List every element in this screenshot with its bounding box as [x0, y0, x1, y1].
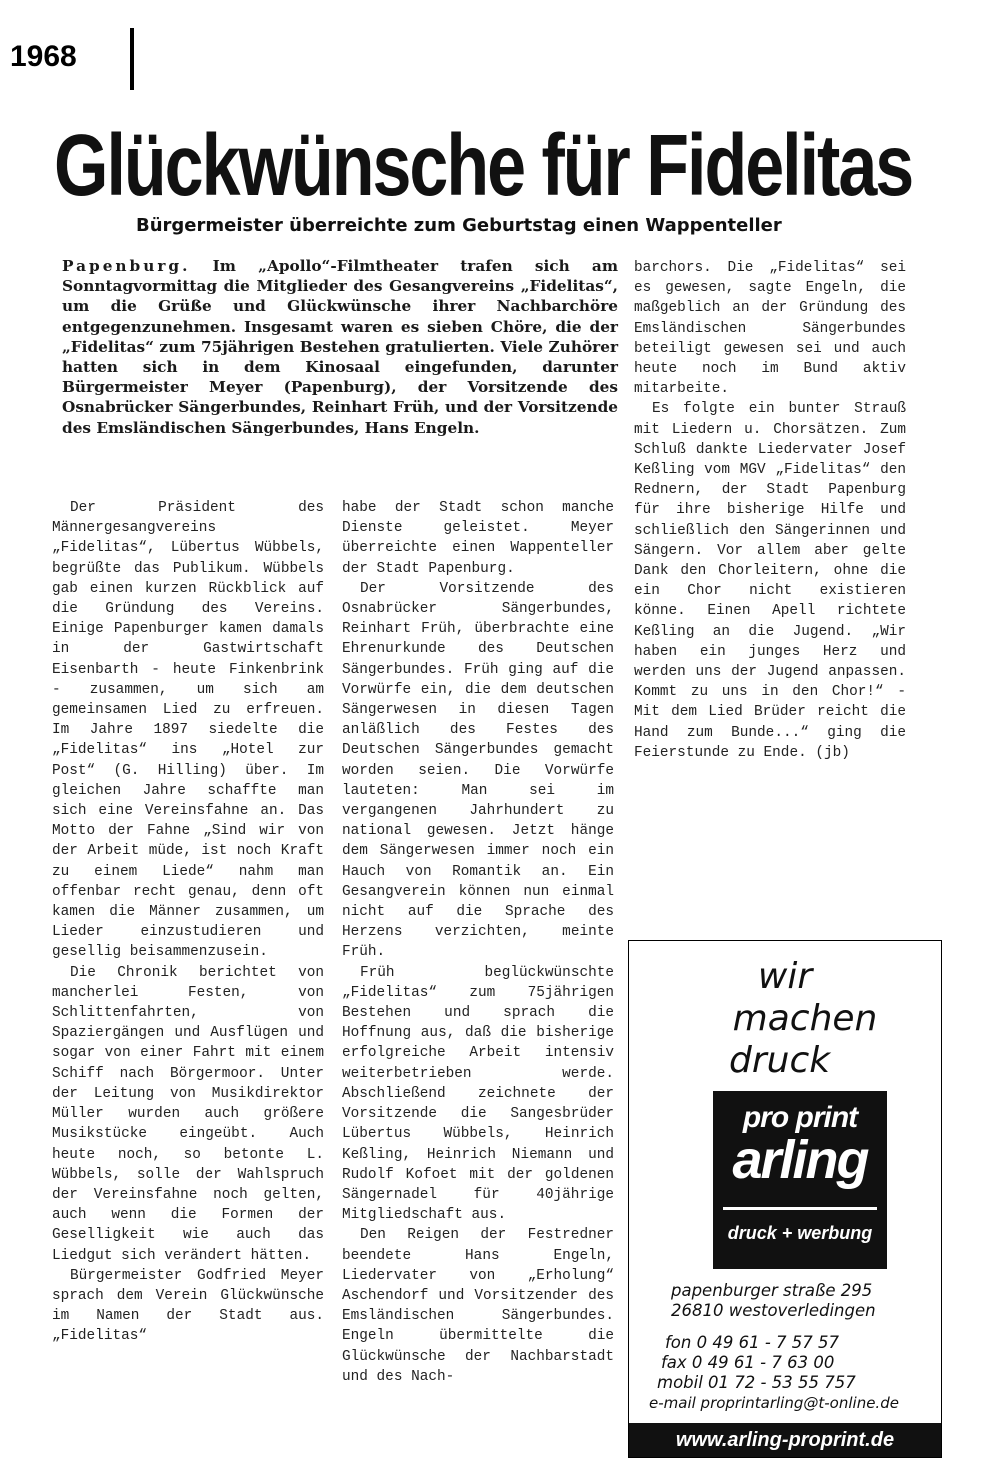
column-paragraph: Früh beglückwünschte „Fidelitas“ zum 75jährigen Bestehen und sprach die Hoffnung aus, daß die bisherige erfolgreiche Arbeit intensiv weiterbetrieben werde. Abschließend zeichnete der Vorsitzende die Sangesbrüder Lübertus Wübbels, Heinrich Keßling, Heinrich Niemann und Rudolf Kofoet mit der goldenen Sängernadel für 40jährige Mitgliedschaft aus. — [342, 964, 614, 1224]
ad-phone: fon 0 49 61 - 7 57 57 — [665, 1333, 840, 1352]
column-paragraph: Die Chronik berichtet von mancherlei Festen, von Schlittenfahrten, von Spaziergängen und Ausflügen und sogar von einer Fahrt mit einem Schiff nach Börgermoor. Unter der Leitung von Musikdirektor Müller wurden auch größere Musikstücke eingeübt. Auch heute noch, so betonte L. Wübbels, solle der Wahlspruch der Vereinsfahne noch gelten, auch wenn die Formen der Geselligkeit wie auch das Liedgut sich verändert hätten. — [52, 964, 324, 1264]
lead-paragraph — [62, 256, 618, 438]
ad-mobile: mobil 01 72 - 53 55 757 — [657, 1373, 856, 1392]
ad-logo-tagline: druck + werbung — [727, 1223, 873, 1243]
ad-logo-pro-print: pro print — [742, 1101, 858, 1134]
headline: Glückwünsche für Fidelitas — [54, 116, 913, 214]
column-paragraph: Der Vorsitzende des Osnabrücker Sängerbundes, Reinhart Früh, überbrachte eine Ehrenurkunde des Deutschen Sängerbundes. Früh ging auf die Vorwürfe ein, die dem deutschen Sängerwesen in diesen Tagen anläßlich des Festes des Deutschen Sängerbundes gemacht worden seien. Die Vorwürfe lauteten: Man sei im vergangenen Jahrhundert zu national gewesen. Jetzt hänge dem Sängerwesen immer noch ein Hauch von Romantik an. Ein Gesangverein können nun einmal nicht auf die Sprache des Herzens verzichten, meinte Früh. — [342, 580, 614, 961]
ad-fax: fax 0 49 61 - 7 63 00 — [661, 1353, 835, 1372]
article-column-3 — [634, 258, 906, 763]
lead-text: Im „Apollo“-Filmtheater trafen sich am Sonntagvormittag die Mitglieder des Gesangvereins „Fidelitas“, um die Grüße und Glückwünsche ihrer Nachbarchöre entgegenzunehmen. Insgesamt waren es sieben Chöre, die der „Fidelitas“ zum 75jährigen Bestehen gratulierten. Viele Zuhörer hatten sich in dem Kinosaal eingefunden, darunter Bürgermeister Meyer (Papenburg), der Vorsitzende des Osnabrücker Sängerbundes, Reinhart Früh, und der Vorsitzende des Emsländischen Sängerbundes, Hans Engeln. — [62, 257, 619, 437]
dateline: Papenburg. — [62, 257, 191, 275]
column-paragraph: barchors. Die „Fidelitas“ sei es gewesen, sagte Engeln, die maßgeblich an der Gründung des Emsländischen Sängerbundes beteiligt gewesen sei und auch heute noch im Bund aktiv mitarbeite. — [634, 260, 906, 398]
column-paragraph: habe der Stadt schon manche Dienste geleistet. Meyer überreichte einen Wappenteller der Stadt Papenburg. — [342, 500, 614, 577]
column-paragraph: Bürgermeister Godfried Meyer sprach dem Verein Glückwünsche im Namen der Stadt aus. „Fidelitas“ — [52, 1267, 324, 1345]
ad-logo-arling: arling — [732, 1130, 868, 1190]
ad-address-city: 26810 westoverledingen — [671, 1301, 876, 1320]
column-paragraph: Den Reigen der Festredner beendete Hans Engeln, Liedervater von „Erholung“ Aschendorf und Vorsitzender des Emsländischen Sängerbundes. Engeln übermittelte die Glückwünsche der Nachbarstadt und des Nach- — [342, 1227, 614, 1385]
column-paragraph: Es folgte ein bunter Strauß mit Liedern u. Chorsätzen. Zum Schluß dankte Liedervater Josef Keßling vom MGV „Fidelitas“ den Rednern, der Stadt Papenburg für ihre bisherige Hilfe und schließlich den Sängerinnen und Sängern. Vor allem aber gelte Dank den Chorleitern, ohne die ein Chor nicht existieren könne. Einen Apell richtete Keßling an die Jugend. „Wir haben ein junges Herz und werden uns der Jugend anpassen. Kommt zu uns in den Chor!“ - Mit dem Lied Brüder reicht die Hand zum Bunde...“ ging die Feierstunde zu Ende. (jb) — [634, 401, 906, 761]
ad-logo — [713, 1091, 887, 1269]
year-label: 1968 — [10, 40, 77, 73]
column-paragraph: Der Präsident des Männergesangvereins „Fidelitas“, Lübertus Wübbels, begrüßte das Publikum. Wübbels gab einen kurzen Rückblick auf die Gründung des Vereins. Einige Papenburger kamen damals in der Gastwirtschaft Eisenbarth - heute Finkenbrink - zusammen, um sich am gemeinsamen Lied zu erfreuen. Im Jahre 1897 siedelte die „Fidelitas“ ins „Hotel zur Post“ (G. Hilling) über. Im gleichen Jahre schaffte man sich eine Vereinsfahne an. Das Motto der Fahne „Sind wir von der Arbeit müde, ist noch Kraft zu einem Liede“ nahm man offenbar recht genau, denn oft kamen die Männer zusammen, um Lieder einzustudieren und gesellig beisammenzusein. — [52, 500, 324, 961]
ad-slogan-line: wir — [757, 956, 813, 997]
subheadline: Bürgermeister überreichte zum Geburtstag einen Wappenteller — [136, 215, 782, 236]
ad-address-street: papenburger straße 295 — [671, 1281, 873, 1300]
article-column-2 — [342, 498, 614, 1387]
ad-website: www.arling-proprint.de — [629, 1423, 941, 1457]
ad-slogan-line: machen — [732, 998, 878, 1039]
ad-email: e-mail proprintarling@t-online.de — [649, 1394, 899, 1412]
advertisement — [628, 940, 942, 1458]
article-column-1 — [52, 498, 324, 1347]
ad-logo-rule — [723, 1207, 877, 1210]
ad-slogan-line: druck — [729, 1040, 831, 1081]
year-divider — [130, 28, 134, 90]
